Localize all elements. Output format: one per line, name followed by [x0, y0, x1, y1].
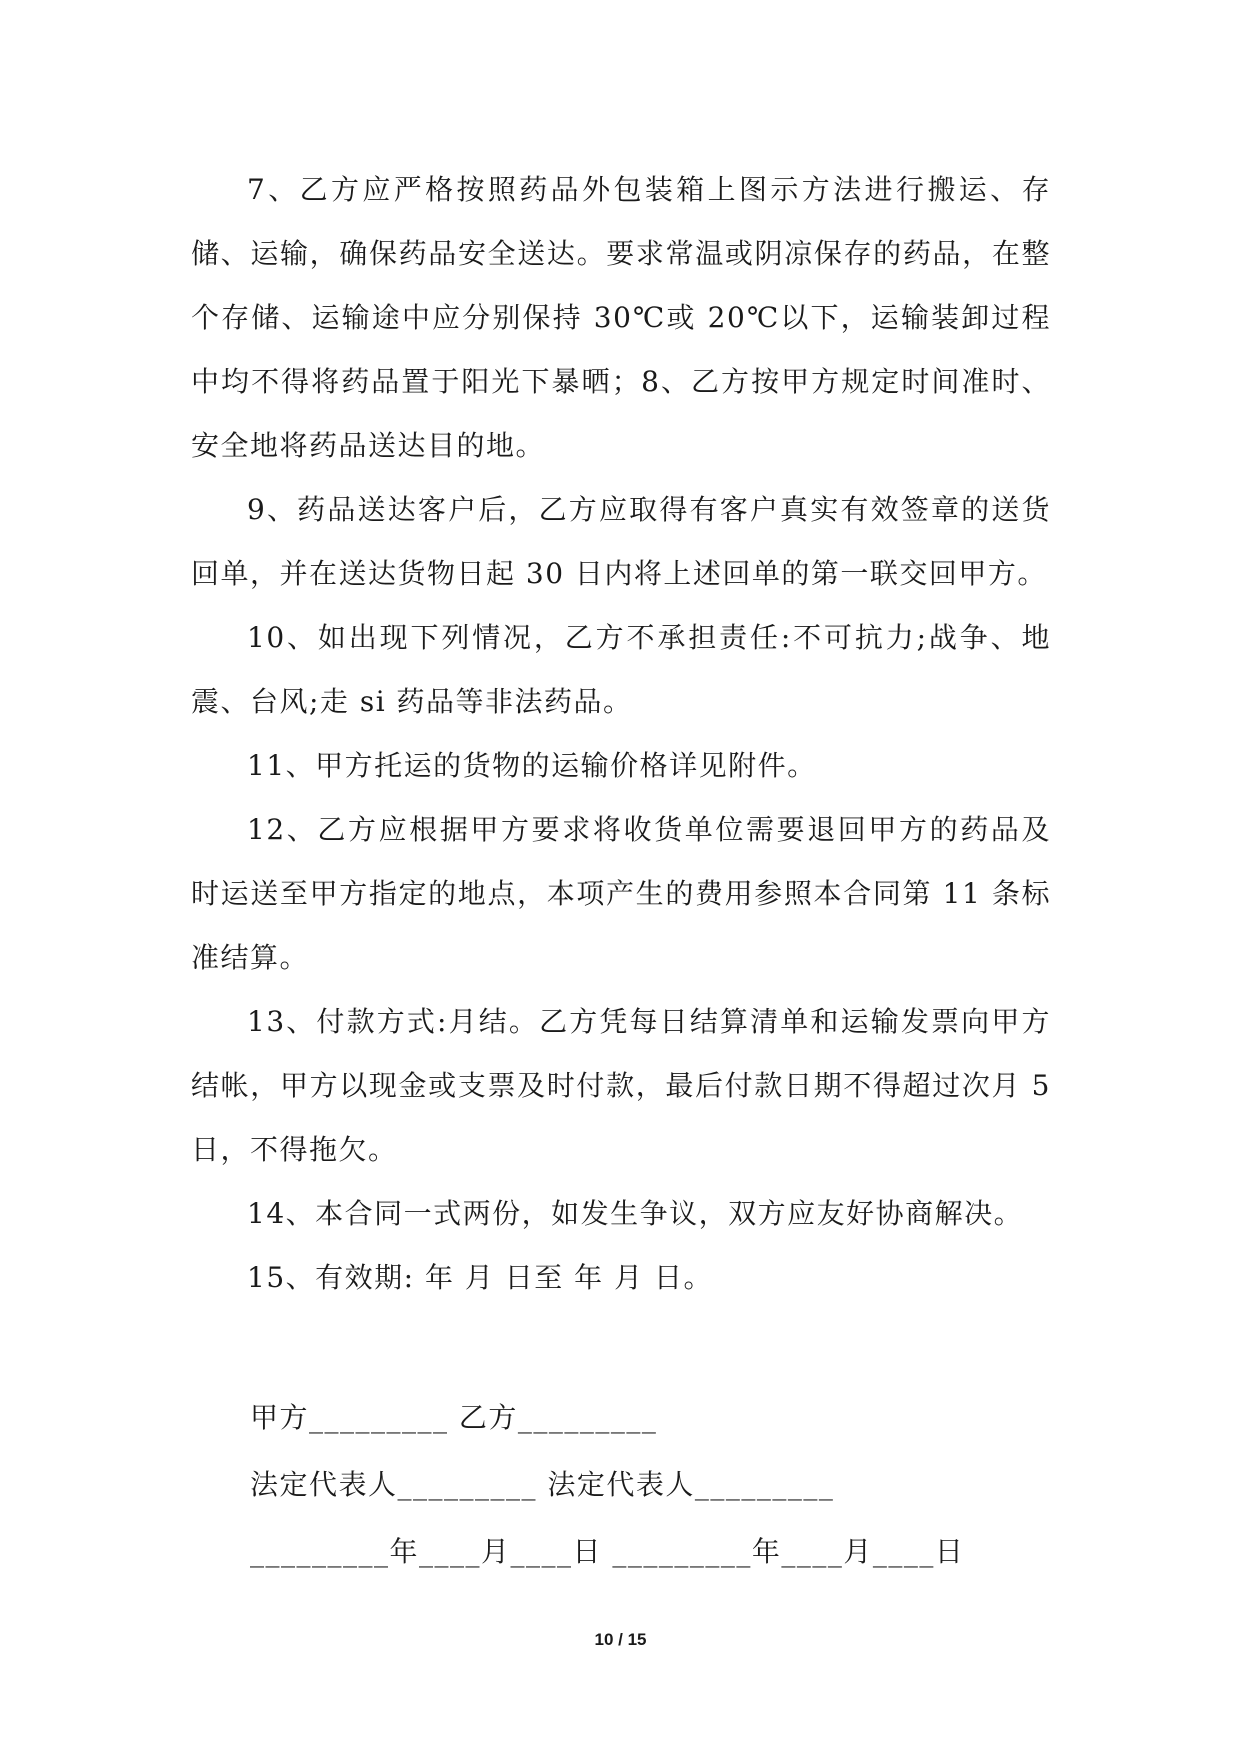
signature-date-line: _________年____月____日 _________年____月____日 [250, 1535, 965, 1568]
clause-14: 14、本合同一式两份，如发生争议，双方应友好协商解决。 [247, 1197, 1024, 1230]
clause-7-8: 7、乙方应严格按照药品外包装箱上图示方法进行搬运、存储、运输，确保药品安全送达。要求常温或阴凉保存的药品，在整个存储、运输途中应分别保持 30℃或 20℃以下，运输装卸过程中均不得将药品置于阳光下暴晒；8、乙方按甲方规定时间准时、安全地将药品送达目的地。 [191, 173, 1051, 462]
page-number: 10 / 15 [594, 1630, 647, 1649]
clause-11: 11、甲方托运的货物的运输价格详见附件。 [247, 749, 817, 782]
clause-12: 12、乙方应根据甲方要求将收货单位需要退回甲方的药品及时运送至甲方指定的地点，本项产生的费用参照本合同第 11 条标准结算。 [191, 813, 1051, 974]
signature-representatives-line: 法定代表人_________ 法定代表人_________ [250, 1468, 835, 1501]
clause-13: 13、付款方式:月结。乙方凭每日结算清单和运输发票向甲方结帐，甲方以现金或支票及时付款，最后付款日期不得超过次月 5 日，不得拖欠。 [191, 1005, 1051, 1166]
signature-parties-line: 甲方_________ 乙方_________ [250, 1401, 658, 1434]
clause-9: 9、药品送达客户后，乙方应取得有客户真实有效签章的送货回单，并在送达货物日起 30 日内将上述回单的第一联交回甲方。 [191, 493, 1051, 590]
contract-body [191, 158, 1051, 1310]
clause-15: 15、有效期: 年 月 日至 年 月 日。 [247, 1261, 713, 1294]
clause-10: 10、如出现下列情况，乙方不承担责任:不可抗力;战争、地震、台风;走 si 药品等非法药品。 [191, 621, 1051, 718]
